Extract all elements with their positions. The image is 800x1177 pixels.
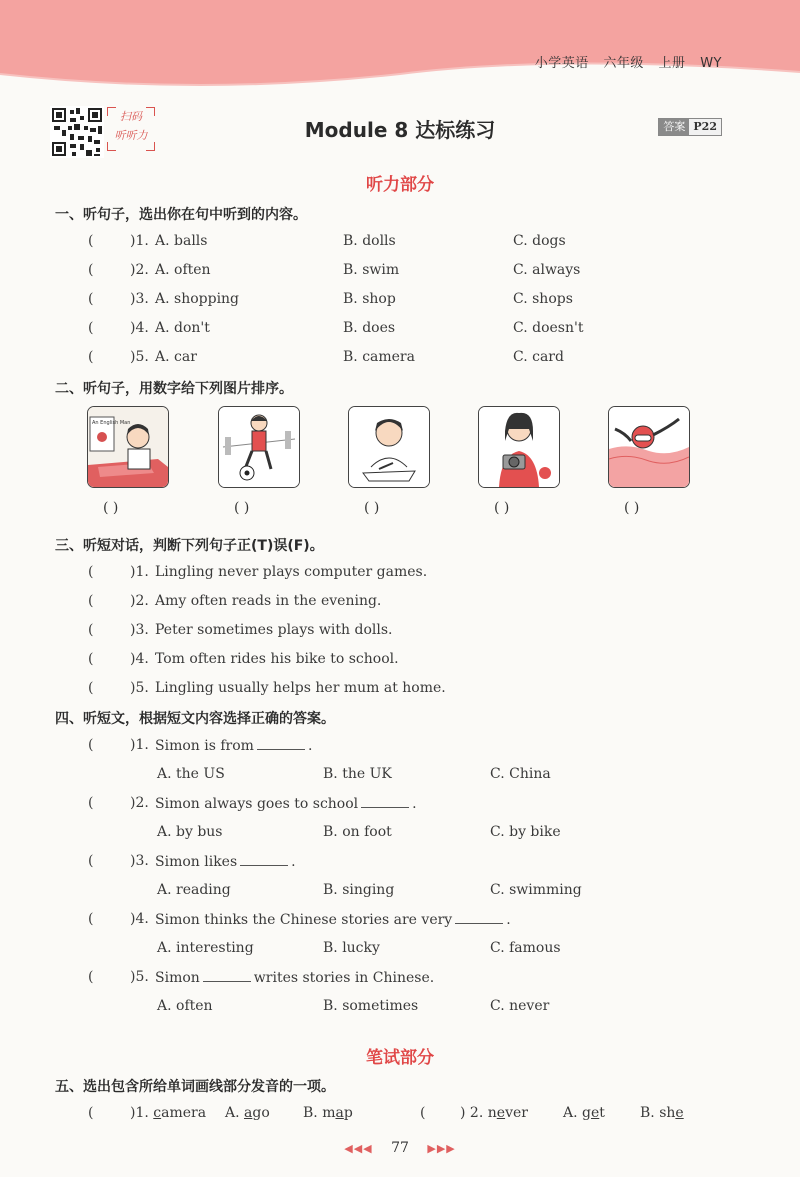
part4-options-row (0, 998, 800, 1018)
question-text-end: . (506, 912, 511, 928)
scan-to-listen-label: 扫码 听听力 (107, 107, 155, 151)
answer-blank[interactable]: ( (88, 262, 94, 278)
option-b[interactable]: B. shop (343, 291, 396, 307)
part4-question-row (0, 911, 800, 931)
option-c[interactable]: C. doesn't (513, 320, 584, 336)
option-c[interactable]: C. card (513, 349, 564, 365)
answer-blank[interactable]: ( (88, 233, 94, 249)
option-b[interactable]: B. does (343, 320, 396, 336)
picture-boy-watching-tv (87, 406, 169, 488)
answer-blank[interactable]: ( (88, 680, 94, 696)
option-c[interactable]: C. always (513, 262, 581, 278)
part4-question-row (0, 795, 800, 815)
option-a[interactable]: A. don't (155, 320, 210, 336)
answer-reference: 答案 P22 (658, 118, 722, 136)
option-b[interactable]: B. lucky (323, 940, 380, 956)
statement-text: Tom often rides his bike to school. (155, 651, 399, 667)
header-band (0, 0, 800, 92)
part4-options-row (0, 766, 800, 786)
fill-blank[interactable] (455, 911, 503, 924)
option-b[interactable]: B. singing (323, 882, 395, 898)
option-c[interactable]: C. swimming (490, 882, 582, 898)
question-text (155, 795, 417, 812)
picture2-answer-blank[interactable]: ( ) (234, 500, 250, 516)
part1-heading: 一、听句子，选出你在句中听到的内容。 (55, 207, 307, 223)
option-a[interactable]: A. often (155, 262, 211, 278)
part1-question-row (0, 233, 800, 253)
option-a[interactable]: A. get (563, 1105, 605, 1121)
part3-statement-row (0, 593, 800, 613)
fill-blank[interactable] (257, 737, 305, 750)
question-5-1: )1. camera (130, 1105, 207, 1121)
part1-question-row (0, 349, 800, 369)
listening-section-title: 听力部分 (366, 175, 434, 195)
question-number: )1. (130, 233, 149, 249)
option-a[interactable]: A. balls (155, 233, 208, 249)
page-footer (0, 1140, 800, 1156)
question-text-start: Simon likes (155, 854, 238, 870)
question-text (155, 969, 434, 986)
question-text (155, 737, 312, 754)
part4-options-row (0, 824, 800, 844)
part4-question-row (0, 853, 800, 873)
question-number: )1. (130, 564, 149, 580)
question-number: )5. (130, 969, 149, 985)
poster-text: An English Man (92, 420, 131, 426)
option-b[interactable]: B. camera (343, 349, 415, 365)
picture-boy-swimming (608, 406, 690, 488)
part1-question-row (0, 291, 800, 311)
picture1-answer-blank[interactable]: ( ) (103, 500, 119, 516)
option-b[interactable]: B. map (303, 1105, 353, 1121)
question-number: )3. (130, 291, 149, 307)
fill-blank[interactable] (361, 795, 409, 808)
question-text-end: . (291, 854, 296, 870)
writing-section-title: 笔试部分 (366, 1048, 434, 1068)
option-c[interactable]: C. by bike (490, 824, 561, 840)
statement-text: Lingling usually helps her mum at home. (155, 680, 446, 696)
question-number: )5. (130, 349, 149, 365)
answer-blank[interactable]: ( (88, 969, 94, 985)
option-a[interactable]: A. interesting (157, 940, 254, 956)
option-b[interactable]: B. on foot (323, 824, 392, 840)
page-title: Module 8 达标练习 (304, 118, 496, 142)
picture4-answer-blank[interactable]: ( ) (494, 500, 510, 516)
picture3-answer-blank[interactable]: ( ) (364, 500, 380, 516)
part3-statement-row (0, 680, 800, 700)
part1-question-row (0, 320, 800, 340)
question-text-start: Simon always goes to school (155, 796, 359, 812)
answer-blank[interactable]: ( (88, 795, 94, 811)
answer-blank[interactable]: ( (88, 911, 94, 927)
question-text-end: . (412, 796, 417, 812)
part3-statement-row (0, 564, 800, 584)
question-text-end: writes stories in Chinese. (253, 970, 435, 986)
question-number: )3. (130, 622, 149, 638)
statement-text: Lingling never plays computer games. (155, 564, 428, 580)
question-text-start: Simon (155, 970, 200, 986)
answer-blank[interactable]: ( (88, 737, 94, 753)
picture-boy-drawing (348, 406, 430, 488)
option-a[interactable]: A. reading (157, 882, 231, 898)
question-number: )2. (130, 593, 149, 609)
option-b[interactable]: B. the UK (323, 766, 392, 782)
option-a[interactable]: A. often (157, 998, 213, 1014)
question-5-2: ) 2. never (460, 1105, 528, 1121)
option-c[interactable]: C. China (490, 766, 551, 782)
answer-blank[interactable]: ( (88, 651, 94, 667)
part3-heading: 三、听短对话，判断下列句子正(T)误(F)。 (55, 538, 324, 554)
answer-blank[interactable]: ( (88, 853, 94, 869)
question-number: )2. (130, 262, 149, 278)
question-number: )4. (130, 651, 149, 667)
question-number: )4. (130, 911, 149, 927)
part4-options-row (0, 940, 800, 960)
question-number: )3. (130, 853, 149, 869)
question-text-end: . (307, 738, 313, 754)
question-number: )5. (130, 680, 149, 696)
part5-row (0, 1105, 800, 1125)
option-c[interactable]: C. shops (513, 291, 573, 307)
option-c[interactable]: C. never (490, 998, 550, 1014)
statement-text: Peter sometimes plays with dolls. (155, 622, 393, 638)
part5-heading: 五、选出包含所给单词画线部分发音的一项。 (55, 1079, 335, 1095)
question-number: )2. (130, 795, 149, 811)
question-text-start: Simon is from (155, 738, 254, 754)
option-b[interactable]: B. dolls (343, 233, 396, 249)
answer-blank[interactable]: ( (88, 564, 94, 580)
picture-girl-with-camera (478, 406, 560, 488)
part4-heading: 四、听短文，根据短文内容选择正确的答案。 (55, 711, 335, 727)
answer-blank[interactable]: ( (88, 593, 94, 609)
option-a[interactable]: A. shopping (155, 291, 240, 307)
option-c[interactable]: C. dogs (513, 233, 566, 249)
part1-question-row (0, 262, 800, 282)
next-arrows-icon: ▶▶▶ (427, 1142, 456, 1155)
picture-boy-playing-football (218, 406, 300, 488)
answer-blank[interactable]: ( (88, 349, 94, 365)
question-number: )4. (130, 320, 149, 336)
series-label: 小学英语 六年级 上册 WY (534, 56, 722, 71)
question-number: )1. (130, 737, 149, 753)
part2-heading: 二、听句子，用数字给下列图片排序。 (55, 381, 293, 397)
part3-statement-row (0, 651, 800, 671)
option-b[interactable]: B. she (640, 1105, 684, 1121)
option-b[interactable]: B. sometimes (323, 998, 419, 1014)
fill-blank[interactable] (240, 853, 288, 866)
part4-options-row (0, 882, 800, 902)
answer-blank[interactable]: ( (420, 1105, 426, 1121)
option-a[interactable]: A. the US (157, 766, 225, 782)
option-a[interactable]: A. car (155, 349, 197, 365)
part4-question-row (0, 737, 800, 757)
picture5-answer-blank[interactable]: ( ) (624, 500, 640, 516)
question-text-start: Simon thinks the Chinese stories are very (155, 912, 453, 928)
fill-blank[interactable] (203, 969, 251, 982)
option-c[interactable]: C. famous (490, 940, 561, 956)
question-text (155, 853, 296, 870)
option-a[interactable]: A. ago (225, 1105, 270, 1121)
option-a[interactable]: A. by bus (157, 824, 223, 840)
answer-blank[interactable]: ( (88, 622, 94, 638)
answer-blank[interactable]: ( (88, 1105, 94, 1121)
question-text (155, 911, 511, 928)
prev-arrows-icon: ◀◀◀ (344, 1142, 373, 1155)
part3-statement-row (0, 622, 800, 642)
answer-blank[interactable]: ( (88, 320, 94, 336)
answer-blank[interactable]: ( (88, 291, 94, 307)
part4-question-row (0, 969, 800, 989)
statement-text: Amy often reads in the evening. (155, 593, 382, 609)
option-b[interactable]: B. swim (343, 262, 400, 278)
page-number: 77 (391, 1140, 409, 1156)
